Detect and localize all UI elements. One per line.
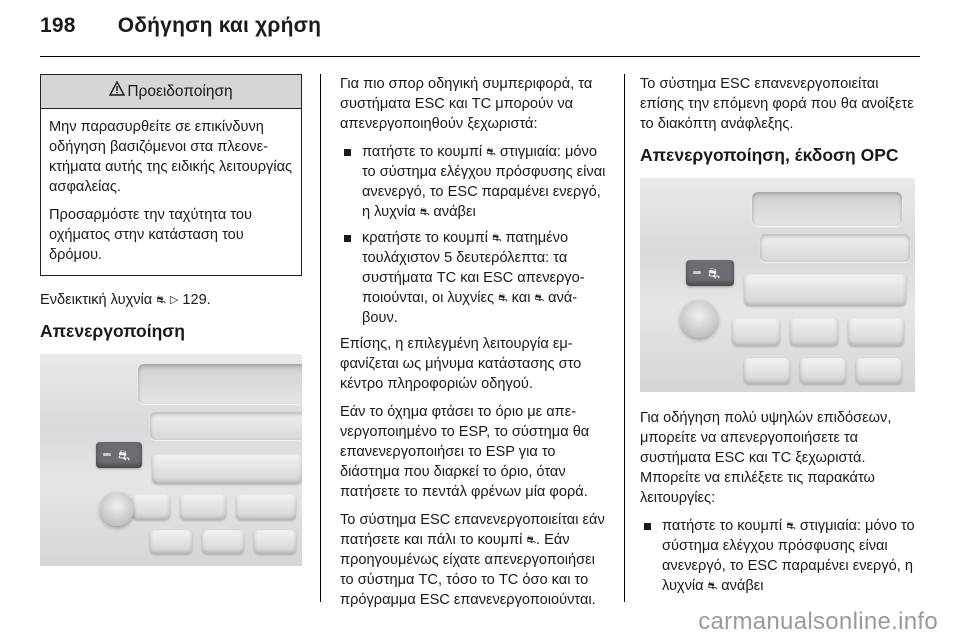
esc-off-button <box>96 442 142 468</box>
paragraph: Το σύστημα ESC επανενεργοποιείται εάν πατήσετε και πάλι το κουμπί ⛐. Εάν προηγουμένως είχατε απενεργοποιήσει το σύστημα TC, τόσο το TC όσο και το πρόγραμμα ESC επανενεργοποιούνται. <box>340 512 605 608</box>
warning-title-bar <box>41 75 301 109</box>
car-skid-icon: ⛐ <box>708 265 721 281</box>
intro-paragraph: Για πιο σπορ οδηγική συμπεριφορά, τα συστήματα ESC και TC μπορούν να απενεργοποιηθούν ξεχωριστά: <box>340 76 593 132</box>
esc-off-icon: ⛐ <box>156 294 166 306</box>
options-list <box>640 516 915 596</box>
warning-triangle-icon <box>109 75 125 108</box>
header-rule <box>40 56 920 57</box>
paragraph: Το σύστημα ESC επανενεργοποιείται επίσης την επόμενη φορά που θα ανοίξετε το διακόπτη ανάφλεξης. <box>640 76 914 132</box>
indicator-page: 129. <box>182 292 211 308</box>
section-heading: Απενεργοποίηση, έκδοση OPC <box>640 145 899 165</box>
column-1 <box>40 74 302 566</box>
car-skid-icon: ⛐ <box>526 534 536 546</box>
paragraph: Εάν το όχημα φτάσει το όριο με απενεργοποιημένο το ESP, το σύστημα θα επανενεργοποιήσει το ESP για το διάστημα που διαρκεί το όριο, όταν πατήσετε το πεντάλ φρένων μία φορά. <box>340 404 590 500</box>
list-item: πατήστε το κουμπί ⛐ στιγμιαία: μόνο το σύστημα ελέγχου πρόσφυσης είναι ανενεργό, το ESC παραμένει ενεργό, η λυχνία ⛐ ανάβει <box>340 142 608 222</box>
page-reference-icon: ▷ <box>169 294 179 306</box>
list-item: κρατήστε το κουμπί ⛐ πατημένο τουλάχιστον 5 δευτερόλεπτα: τα συστήματα TC και ESC απενεργοποιούνται, οι λυχνίες ⛐ και ⛐ ανάβουν. <box>340 228 608 328</box>
options-list <box>340 142 608 328</box>
watermark: carmanualsonline.info <box>698 608 938 635</box>
column-2 <box>340 74 608 618</box>
dashboard-photo <box>40 354 302 566</box>
dashboard-photo-opc <box>640 178 915 392</box>
column-divider <box>320 74 321 602</box>
page-title: Οδήγηση και χρήση <box>117 14 322 37</box>
warning-title: Προειδοποίηση <box>127 83 233 100</box>
warning-body <box>41 109 301 275</box>
car-skid-icon: ⛐ <box>786 520 796 532</box>
paragraph: Επίσης, η επιλεγμένη λειτουργία εμφανίζεται ως μήνυμα κατάστασης στο κέντρο πληροφοριών οδηγού. <box>340 336 582 392</box>
section-heading: Απενεργοποίηση <box>40 321 185 341</box>
tc-off-icon: ⛐ <box>707 580 718 592</box>
column-3 <box>640 74 915 602</box>
tc-off-icon: ⛐ <box>498 292 508 304</box>
car-skid-icon: ⛐ <box>486 146 496 158</box>
esc-off-icon: ⛐ <box>534 292 545 304</box>
page-header <box>40 14 321 38</box>
paragraph: Για οδήγηση πολύ υψηλών επιδόσεων, μπορείτε να απενεργοποιήσετε τα συστήματα ESC και TC ξεχωριστά. Μπορείτε να επιλέξετε τις παρακάτω λειτουργίες: <box>640 410 892 506</box>
tc-off-icon: ⛐ <box>419 206 430 218</box>
page-number: 198 <box>40 14 76 37</box>
car-skid-icon: ⛐ <box>118 447 131 463</box>
indicator-text: Ενδεικτική λυχνία <box>40 292 153 308</box>
warning-paragraph: Προσαρμόστε την ταχύτητα του οχήματος στην κατάσταση του δρόμου. <box>49 207 253 263</box>
indicator-reference <box>40 290 302 310</box>
column-divider <box>624 74 625 602</box>
list-item: πατήστε το κουμπί ⛐ στιγμιαία: μόνο το σύστημα ελέγχου πρόσφυσης είναι ανενεργό, το ESC παραμένει ενεργό, η λυχνία ⛐ ανάβει <box>640 516 915 596</box>
warning-paragraph: Μην παρασυρθείτε σε επικίνδυνη οδήγηση βασιζόμενοι στα πλεονεκτήματα αυτής της ειδικής λειτουργίας ασφαλείας. <box>49 119 293 195</box>
esc-off-button <box>686 260 734 286</box>
warning-box <box>40 74 302 276</box>
car-skid-icon: ⛐ <box>491 232 502 244</box>
